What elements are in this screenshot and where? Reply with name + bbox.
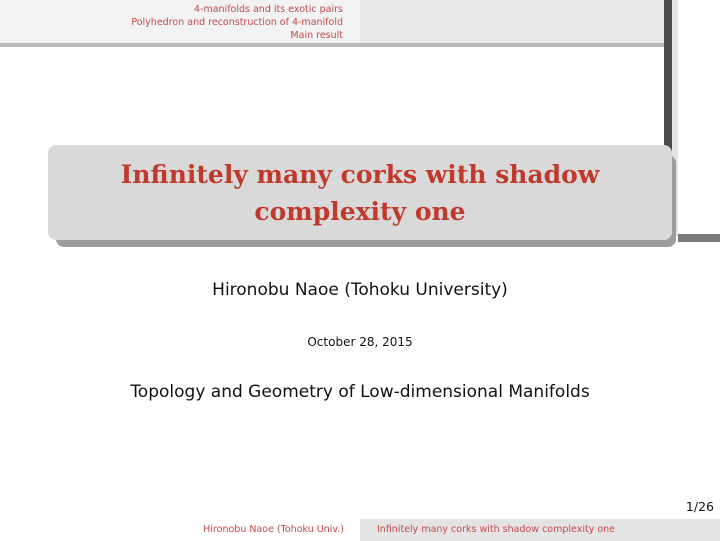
conference-name: Topology and Geometry of Low-dimensional Manifolds bbox=[130, 382, 590, 402]
footer-bar bbox=[0, 519, 720, 541]
author-line: Hironobu Naoe (Tohoku University) bbox=[212, 280, 508, 300]
nav-section-main-result[interactable]: Main result bbox=[290, 30, 343, 41]
decorative-shadow-strip bbox=[678, 234, 720, 242]
section-navigation bbox=[131, 3, 343, 42]
slide-title: Infinitely many corks with shadow complexity one bbox=[120, 159, 600, 226]
nav-section-exotic-pairs[interactable]: 4-manifolds and its exotic pairs bbox=[193, 4, 343, 15]
header-bar bbox=[0, 0, 720, 45]
footer-author-panel bbox=[0, 519, 360, 541]
header-shadow bbox=[0, 43, 666, 47]
footer-author: Hironobu Naoe (Tohoku Univ.) bbox=[203, 524, 344, 535]
header-right-panel bbox=[360, 0, 666, 45]
title-box bbox=[48, 145, 672, 240]
footer-title-panel bbox=[360, 519, 720, 541]
decorative-vertical-bar bbox=[664, 0, 672, 155]
page-number: 1/26 bbox=[685, 499, 714, 514]
nav-section-polyhedron[interactable]: Polyhedron and reconstruction of 4-manifold bbox=[131, 17, 343, 28]
footer-title: Infinitely many corks with shadow complexity one bbox=[377, 524, 616, 535]
date-line: October 28, 2015 bbox=[307, 335, 413, 349]
